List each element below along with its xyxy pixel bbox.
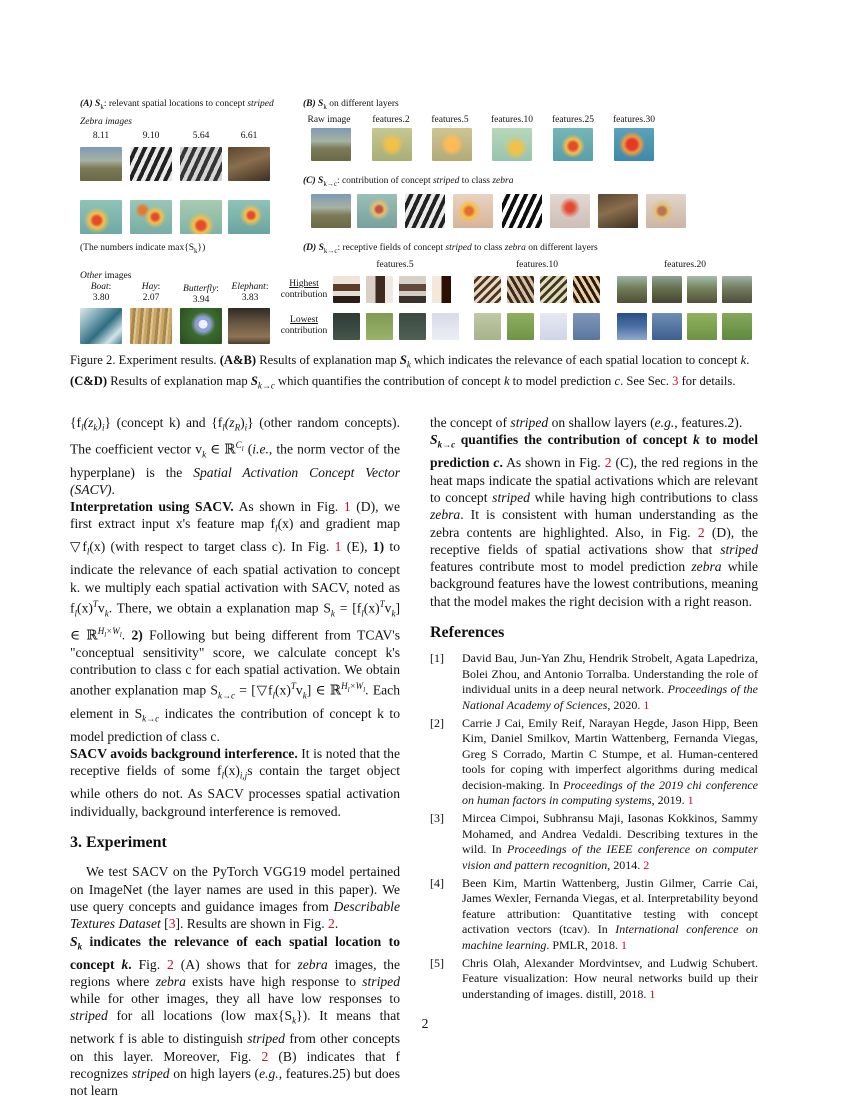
elephant-image <box>228 308 270 344</box>
figure-caption: Figure 2. Experiment results. (A&B) Results of explanation map $S_k$ which indicates the relevance of each spatial location to concept k. (C&D) Results of explanation map $S_{k\to c}$ which quantifies the contribution of concept k to model prediction c. See Sec. 3 for details. <box>70 353 750 391</box>
other-item-elephant: Elephant: 3.83 <box>231 282 269 303</box>
other-item-butterfly: Butterfly: 3.94 <box>183 284 219 305</box>
backref-link[interactable]: 1 <box>687 792 694 807</box>
skc-contribution-paragraph: $S_{k\to c}$ quantifies the contribution of concept k to model prediction c. As shown in Fig. 2 (C), the red regions in the heat maps indicate the spatial activations which are relevant to concept striped while having high contributions to class zebra. It is consistent with human understanding as the zebra contents are highlighted. Also, in Fig. 2 (D), the receptive fields of spatial activations show that striped features contribute most to model prediction zebra while background features have the lowest contributions, meaning that the model makes the right decision with a right reason. <box>430 432 759 609</box>
zebra-image-2 <box>130 147 172 181</box>
rf-high-f20-3 <box>687 276 717 303</box>
backref-link[interactable]: 1 <box>643 697 650 712</box>
panel-c-heatmap-2 <box>453 194 493 228</box>
fig-ref-2a[interactable]: 2 <box>328 916 335 932</box>
panel-c-image-3 <box>502 194 542 228</box>
rf-high-f20-1 <box>617 276 647 303</box>
other-item-hay: Hay: 2.07 <box>141 282 161 303</box>
reference-item: [4] Been Kim, Martin Wattenberg, Justin Gilmer, Carrie Cai, James Wexler, Fernanda Viegas, et al. Interpretability beyond feature attribution: Quantitative testing with concept activation vectors (tcav). In International conference on machine learning. PMLR, 2018. 1 <box>430 875 758 952</box>
panel-d-layer-f20: features.20 <box>664 260 706 270</box>
reference-item: [2] Carrie J Cai, Emily Reif, Narayan Hegde, Jason Hipp, Been Kim, Daniel Smilkov, Martin Wattenberg, Fernanda Viegas, Greg S Corrado, Martin C Stumpe, et al. Human-centered tools for coping with imperfect algorithms during medical decision-making. In Proceedings of the 2019 chi conference on human factors in computing systems, 2019. 1 <box>430 715 758 807</box>
rf-low-f20-4 <box>722 313 752 340</box>
panel-a-title: (A) $S_k$: relevant spatial locations to concept striped <box>80 99 274 111</box>
reference-item: [5] Chris Olah, Alexander Mordvintsev, and Ludwig Schubert. Feature visualization: How neural networks build up their understanding of images. distill, 2018. 1 <box>430 956 758 1001</box>
zebra-heatmap-2 <box>130 200 172 234</box>
panel-b-title: (B) $S_k$ on different layers <box>303 99 399 111</box>
panel-d-row-lowest: Lowest contribution <box>280 315 328 336</box>
panel-b-col-f25: features.25 <box>552 115 594 125</box>
boat-image <box>80 308 122 344</box>
panel-b-col-raw: Raw image <box>307 115 351 125</box>
zebra-score-4: 6.61 <box>240 131 258 141</box>
rf-high-f5-3 <box>399 276 426 303</box>
panel-a-note: (The numbers indicate $\max\{S_k\}$) <box>80 243 206 255</box>
zebra-heatmap-1 <box>80 200 122 234</box>
zebra-heatmap-4 <box>228 200 270 234</box>
other-item-boat: Boat: 3.80 <box>90 282 112 303</box>
rf-low-f10-4 <box>573 313 600 340</box>
rf-low-f5-4 <box>432 313 459 340</box>
right-column <box>430 414 758 1005</box>
fig-ref-1b[interactable]: 1 <box>334 539 342 555</box>
cite-ref-3[interactable]: 3 <box>168 916 176 932</box>
panel-d-layer-f5: features.5 <box>376 260 414 270</box>
zebra-image-1 <box>80 147 122 181</box>
references-heading: References <box>430 623 505 641</box>
panel-c-image-1 <box>311 194 351 228</box>
other-images-label: Other images <box>80 271 132 281</box>
fig-ref-2d[interactable]: 2 <box>604 455 612 471</box>
panel-b-heatmap-f5 <box>432 128 472 161</box>
rf-low-f5-1 <box>333 313 360 340</box>
panel-b-heatmap-f30 <box>614 128 654 161</box>
zebra-image-4 <box>228 147 270 181</box>
panel-b-heatmap-f2 <box>372 128 412 161</box>
panel-c-image-4 <box>598 194 638 228</box>
fig-ref-2e[interactable]: 2 <box>697 524 705 540</box>
zebra-score-1: 8.11 <box>92 131 110 141</box>
rf-low-f10-1 <box>474 313 501 340</box>
sk-relevance-paragraph: $S_k$ indicates the relevance of each spatial location to concept k. Fig. 2 (A) shows that for zebra images, the regions where zebra exists have high response to striped while for other images, they all have low responses to striped for all locations (low $\max\{S_k\}$). It means that network f is able to distinguish striped from other concepts on this layer. Moreover, Fig. 2 (B) indicates that f recognizes striped on high layers (e.g., features.25) but does not learn <box>70 933 400 1099</box>
sacv-definition-paragraph: $\{f_l(z_k)_i\}$ (concept k) and $\{f_l(z_R)_i\}$ (other random concepts). The coefficient vector $v_k$ ∈ ℝ$^{C_l}$ (i.e., the norm vector of the hyperplane) is the Spatial Activation Concept Vector (SACV). <box>70 415 400 497</box>
references-list <box>430 651 758 1002</box>
panel-b-col-f2: features.2 <box>372 115 410 125</box>
zebra-score-2: 9.10 <box>142 131 160 141</box>
panel-b-heatmap-f10 <box>492 128 532 161</box>
rf-high-f5-4 <box>432 276 459 303</box>
zebra-score-3: 5.64 <box>192 131 210 141</box>
rf-high-f5-2 <box>366 276 393 303</box>
rf-high-f5-1 <box>333 276 360 303</box>
panel-c-heatmap-1 <box>357 194 397 228</box>
rf-low-f5-3 <box>399 313 426 340</box>
panel-d-row-highest: Highest contribution <box>280 279 328 300</box>
panel-b-heatmap-f25 <box>553 128 593 161</box>
background-interference-paragraph: SACV avoids background interference. It is noted that the receptive fields of some $f_l(x)_{i,j}s$ contain the target object while others do not. As SACV processes spatial activation individually, background interference is removed. <box>70 746 400 819</box>
backref-link[interactable]: 1 <box>649 986 656 1001</box>
rf-low-f20-1 <box>617 313 647 340</box>
zebra-image-3 <box>180 147 222 181</box>
panel-d-title: (D) $S_{k\to c}$: receptive fields of concept striped to class zebra on different layers <box>303 243 598 255</box>
fig-ref-1a[interactable]: 1 <box>343 499 351 515</box>
panel-b-col-f30: features.30 <box>613 115 655 125</box>
panel-b-col-f5: features.5 <box>431 115 469 125</box>
rf-low-f20-2 <box>652 313 682 340</box>
panel-c-image-2 <box>405 194 445 228</box>
rf-high-f10-1 <box>474 276 501 303</box>
reference-item: [3] Mircea Cimpoi, Subhransu Maji, Iasonas Kokkinos, Sammy Mohamed, and Andrea Vedaldi. Describing textures in the wild. In Proceedings of the IEEE conference on computer vision and pattern recognition, 2014. 2 <box>430 811 758 872</box>
zebra-heatmap-3 <box>180 200 222 234</box>
section-heading-experiment: 3. Experiment <box>70 834 167 852</box>
rf-low-f10-3 <box>540 313 567 340</box>
butterfly-image <box>180 308 222 344</box>
panel-c-title: (C) $S_{k\to c}$: contribution of concept striped to class zebra <box>303 176 514 188</box>
panel-b-col-f10: features.10 <box>491 115 533 125</box>
experiment-setup-paragraph: We test SACV on the PyTorch VGG19 model pertained on ImageNet (the layer names are used in this paper). We use query concepts and guidance images from Describable Textures Dataset [3]. Results are shown in Fig. 2. <box>70 864 400 932</box>
panel-d-layer-f10: features.10 <box>516 260 558 270</box>
rf-low-f20-3 <box>687 313 717 340</box>
rf-high-f10-2 <box>507 276 534 303</box>
zebra-images-label: Zebra images <box>80 117 132 127</box>
panel-b-raw-image <box>311 128 351 161</box>
panel-c-heatmap-4 <box>646 194 686 228</box>
fig-ref-2b[interactable]: 2 <box>167 956 174 972</box>
rf-high-f10-3 <box>540 276 567 303</box>
interpretation-paragraph: Interpretation using SACV. As shown in Fig. 1 (D), we first extract input x's feature map $f_l(x)$ and gradient map $▽f_l(x)$ (with respect to target class c). In Fig. 1 (E), 1) to indicate the relevance of each spatial activation to concept k. we multiply each spatial activation with SACV, noted as $f_l(x)^Tv_k$. There, we obtain a explanation map $S_k = [f_l(x)^Tv_k]$ ∈ ℝ$^{H_l\times W_l}$. 2) Following but being different from TCAV's "conceptual sensitivity" score, we calculate concept k's contribution to class c for each spatial activation. We obtain another explanation map $S_{k\to c}$ = $[▽f_l(x)^Tv_k]$ ∈ ℝ$^{H_l\times W_l}$. Each element in $S_{k\to c}$ indicates the contribution of concept k to model prediction of class c. <box>70 499 401 744</box>
rf-high-f10-4 <box>573 276 600 303</box>
fig-ref-2c[interactable]: 2 <box>261 1048 269 1064</box>
sec-ref-link[interactable]: 3 <box>672 374 679 389</box>
reference-item: [1] David Bau, Jun-Yan Zhu, Hendrik Strobelt, Agata Lapedriza, Bolei Zhou, and Antonio Torralba. Understanding the role of individual units in a deep neural network. Proceedings of the National Academy of Sciences, 2020. 1 <box>430 651 758 712</box>
backref-link[interactable]: 2 <box>643 857 650 872</box>
left-column <box>70 414 400 1100</box>
rf-high-f20-2 <box>652 276 682 303</box>
hay-image <box>130 308 172 344</box>
backref-link[interactable]: 1 <box>621 937 628 952</box>
panel-c-heatmap-3 <box>550 194 590 228</box>
rf-high-f20-4 <box>722 276 752 303</box>
rf-low-f5-2 <box>366 313 393 340</box>
page-number: 2 <box>421 1016 429 1031</box>
rf-low-f10-2 <box>507 313 534 340</box>
shallow-layers-paragraph: the concept of striped on shallow layers (e.g., features.2). <box>430 415 743 430</box>
